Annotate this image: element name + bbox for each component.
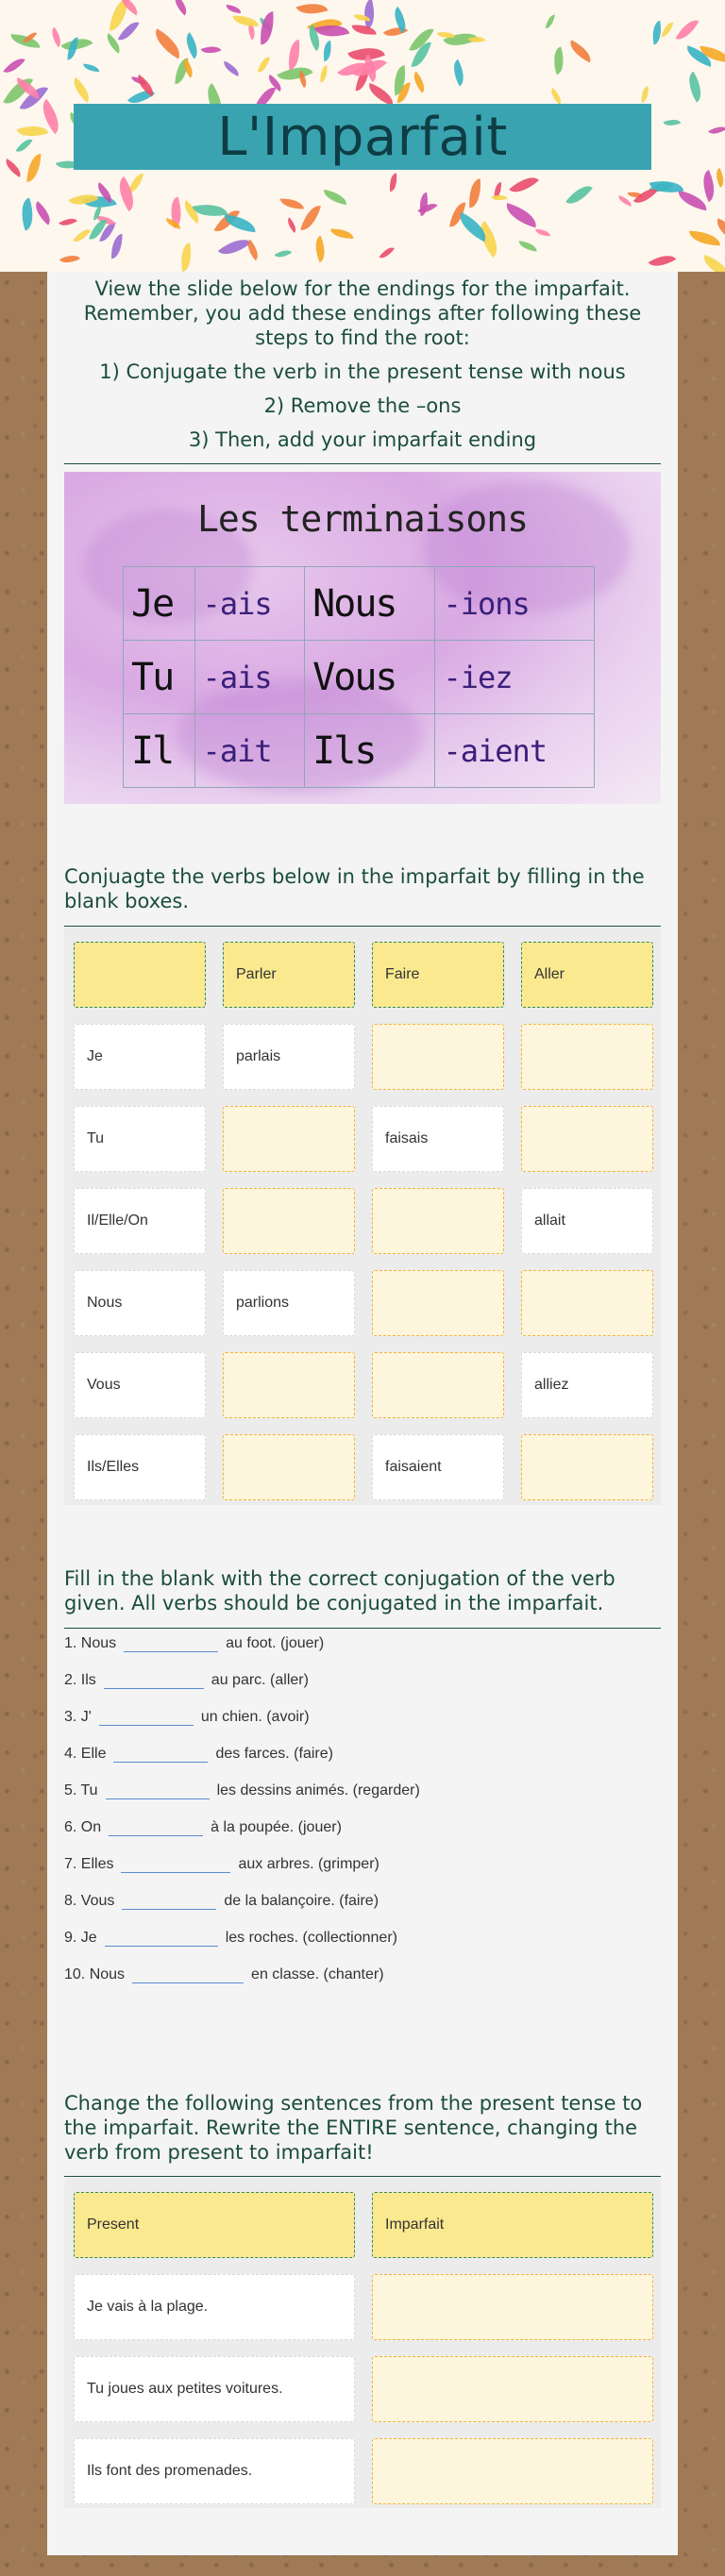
conjugation-given-cell: allait [521, 1188, 653, 1254]
fill-blank-input[interactable] [99, 1709, 194, 1726]
endings-row [124, 641, 595, 714]
present-sentence-cell: Ils font des promenades. [74, 2438, 355, 2504]
conjugation-answer-box[interactable] [372, 1270, 504, 1336]
leaf-decoration [69, 188, 99, 211]
intro-step-2: 2) Remove the –ons [263, 394, 462, 417]
conjugation-answer-box[interactable] [521, 1024, 653, 1090]
leaf-decoration [330, 228, 354, 240]
conjugation-answer-box[interactable] [223, 1106, 355, 1172]
conjugation-grid [64, 928, 661, 1505]
fill-item [64, 1893, 379, 1912]
imparfait-answer-box[interactable] [372, 2356, 653, 2422]
intro-text: View the slide below for the endings for the imparfait. Remember, you add these endings after following these steps to find the root: [83, 277, 642, 349]
fill-item [64, 1746, 333, 1765]
leaf-decoration [517, 241, 537, 252]
column-header [74, 942, 206, 1008]
fill-item-subject: 3. J' [64, 1709, 92, 1725]
leaf-decoration [641, 87, 649, 103]
leaf-decoration [83, 64, 99, 73]
fill-blank-input[interactable] [132, 1966, 244, 1983]
conjugation-given-cell: faisaient [372, 1434, 504, 1500]
leaf-decoration [285, 40, 302, 70]
column-header: Present [74, 2192, 355, 2258]
fill-blank-input[interactable] [122, 1893, 216, 1910]
leaf-decoration [218, 232, 251, 262]
leaf-decoration [171, 0, 192, 15]
conjugation-answer-box[interactable] [372, 1024, 504, 1090]
fill-item-subject: 2. Ils [64, 1672, 96, 1688]
leaf-decoration [352, 24, 377, 37]
intro-step-3: 3) Then, add your imparfait ending [188, 428, 537, 451]
leaf-decoration [321, 41, 333, 62]
leaf-decoration [16, 198, 39, 230]
pronoun-cell: Il/Elle/On [74, 1188, 206, 1254]
leaf-decoration [16, 120, 48, 142]
leaf-decoration [409, 71, 430, 92]
pronoun-cell: Je [74, 1024, 206, 1090]
leaf-decoration [111, 234, 123, 259]
leaf-decoration [200, 42, 221, 57]
conjugation-given-cell: parlions [223, 1270, 355, 1336]
column-header: Faire [372, 942, 504, 1008]
fill-list [64, 1635, 661, 2013]
column-header: Aller [521, 942, 653, 1008]
fill-item-rest: aux arbres. (grimper) [238, 1856, 379, 1872]
leaf-decoration [226, 5, 242, 13]
leaf-decoration [662, 20, 674, 39]
intro-step-1: 1) Conjugate the verb in the present tense with nous [99, 360, 626, 383]
fill-item-subject: 8. Vous [64, 1893, 115, 1909]
leaf-decoration [68, 77, 94, 103]
column-header: Parler [223, 942, 355, 1008]
leaf-decoration [689, 231, 720, 246]
fill-blank-input[interactable] [106, 1782, 210, 1799]
header-banner [0, 0, 725, 272]
fill-blank-input[interactable] [113, 1746, 208, 1763]
fill-item [64, 1966, 384, 1985]
leaf-decoration [274, 246, 292, 261]
rewrite-heading: Change the following sentences from the present tense to the imparfait. Rewrite the ENTIRE sentence, changing the verb from present to imparfait! [64, 2092, 643, 2164]
leaf-decoration [311, 235, 330, 262]
imparfait-answer-box[interactable] [372, 2438, 653, 2504]
fill-item-rest: des farces. (faire) [215, 1746, 333, 1762]
fill-item [64, 1709, 310, 1728]
leaf-decoration [548, 88, 565, 106]
fill-item-subject: 9. Je [64, 1930, 97, 1946]
fill-item [64, 1930, 397, 1949]
conjugation-answer-box[interactable] [521, 1434, 653, 1500]
pronoun-cell: Vous [305, 641, 435, 714]
leaf-decoration [323, 190, 349, 205]
pronoun-cell: Vous [74, 1352, 206, 1418]
fill-item-rest: à la poupée. (jouer) [211, 1819, 342, 1835]
leaf-decoration [177, 243, 194, 272]
leaf-decoration [503, 204, 540, 228]
leaf-decoration [221, 60, 242, 76]
fill-blank-input[interactable] [105, 1930, 218, 1947]
fill-item-rest: au parc. (aller) [211, 1672, 309, 1688]
pronoun-cell: Tu [124, 641, 195, 714]
ending-cell: -iez [435, 641, 595, 714]
pronoun-cell: Nous [74, 1270, 206, 1336]
endings-table [123, 566, 595, 788]
page-title: L'Imparfait [217, 106, 508, 168]
leaf-decoration [448, 59, 470, 86]
leaf-decoration [2, 159, 25, 178]
pronoun-cell: Tu [74, 1106, 206, 1172]
leaf-decoration [683, 71, 709, 102]
fill-blank-input[interactable] [109, 1819, 203, 1836]
leaf-decoration [648, 249, 675, 272]
leaf-decoration [319, 65, 328, 83]
fill-item [64, 1856, 379, 1875]
fill-item-rest: au foot. (jouer) [226, 1635, 325, 1651]
leaf-decoration [535, 229, 550, 237]
fill-item-subject: 7. Elles [64, 1856, 114, 1872]
fill-blank-input[interactable] [124, 1635, 218, 1652]
endings-slide [64, 472, 661, 804]
fill-item-subject: 1. Nous [64, 1635, 117, 1651]
leaf-decoration [675, 191, 708, 211]
leaf-decoration [467, 179, 482, 209]
leaf-decoration [149, 28, 186, 59]
endings-row [124, 714, 595, 788]
fill-item-rest: en classe. (chanter) [251, 1966, 384, 1982]
conjugation-given-cell: parlais [223, 1024, 355, 1090]
ending-cell: -ais [194, 641, 305, 714]
pronoun-cell: Il [124, 714, 195, 788]
ending-cell: -ions [435, 567, 595, 641]
fill-blank-input[interactable] [104, 1672, 204, 1689]
pronoun-cell: Ils/Elles [74, 1434, 206, 1500]
present-sentence-cell: Je vais à la plage. [74, 2274, 355, 2340]
fill-item-rest: les dessins animés. (regarder) [216, 1782, 420, 1798]
leaf-decoration [180, 31, 204, 59]
fill-item-subject: 5. Tu [64, 1782, 98, 1798]
fill-item-subject: 6. On [64, 1819, 102, 1835]
ending-cell: -aient [435, 714, 595, 788]
fill-item-subject: 4. Elle [64, 1746, 107, 1762]
leaf-decoration [566, 180, 593, 210]
leaf-decoration [566, 40, 596, 62]
intro-instructions [64, 272, 661, 452]
conjugation-answer-box[interactable] [521, 1106, 653, 1172]
leaf-decoration [546, 13, 555, 29]
worksheet-panel [47, 272, 678, 2555]
slide-title: Les terminaisons [196, 498, 529, 540]
leaf-decoration [224, 214, 257, 232]
leaf-decoration [3, 53, 25, 77]
leaf-decoration [16, 137, 32, 156]
ending-cell: -ais [194, 567, 305, 641]
fill-item [64, 1782, 420, 1801]
conjugation-given-cell: alliez [521, 1352, 653, 1418]
leaf-decoration [663, 116, 681, 129]
leaf-decoration [708, 123, 725, 138]
leaf-decoration [59, 214, 77, 229]
leaf-decoration [700, 255, 725, 272]
imparfait-answer-box[interactable] [372, 2274, 653, 2340]
leaf-decoration [675, 15, 699, 44]
leaf-decoration [67, 37, 77, 59]
conjugation-divider [64, 926, 661, 927]
leaf-decoration [59, 251, 80, 267]
conjugation-given-cell: faisais [372, 1106, 504, 1172]
conjugation-answer-box[interactable] [223, 1352, 355, 1418]
leaf-decoration [258, 56, 270, 75]
leaf-decoration [73, 226, 91, 245]
conjugation-heading: Conjuagte the verbs below in the imparfait by filling in the blank boxes. [64, 865, 645, 912]
fill-item-rest: un chien. (avoir) [200, 1709, 310, 1725]
fill-item [64, 1819, 342, 1838]
leaf-decoration [388, 174, 398, 192]
pronoun-cell: Ils [305, 714, 435, 788]
pronoun-cell: Je [124, 567, 195, 641]
conjugation-answer-box[interactable] [223, 1188, 355, 1254]
leaf-decoration [379, 244, 396, 262]
title-bar [74, 104, 651, 170]
leaf-decoration [233, 14, 259, 26]
leaf-decoration [30, 202, 56, 226]
endings-row [124, 567, 595, 641]
leaf-decoration [280, 198, 304, 209]
fill-item-subject: 10. Nous [64, 1966, 126, 1982]
conjugation-answer-box[interactable] [521, 1270, 653, 1336]
present-sentence-cell: Tu joues aux petites voitures. [74, 2356, 355, 2422]
leaf-decoration [509, 171, 538, 199]
rewrite-grid [64, 2178, 661, 2508]
ending-cell: -ait [194, 714, 305, 788]
leaf-decoration [27, 153, 42, 181]
leaf-decoration [364, 82, 396, 105]
leaf-decoration [616, 195, 633, 207]
fill-item-rest: les roches. (collectionner) [225, 1930, 397, 1946]
fill-item-rest: de la balançoire. (faire) [224, 1893, 379, 1909]
fill-item [64, 1635, 324, 1654]
fill-item [64, 1672, 309, 1691]
intro-divider [64, 463, 661, 464]
pronoun-cell: Nous [305, 567, 435, 641]
conjugation-answer-box[interactable] [372, 1188, 504, 1254]
leaf-decoration [284, 218, 299, 234]
fill-divider [64, 1628, 661, 1629]
column-header: Imparfait [372, 2192, 653, 2258]
leaf-decoration [296, 0, 329, 20]
conjugation-answer-box[interactable] [223, 1434, 355, 1500]
fill-blank-input[interactable] [121, 1856, 230, 1873]
leaf-decoration [548, 47, 567, 75]
conjugation-answer-box[interactable] [372, 1352, 504, 1418]
rewrite-divider [64, 2176, 661, 2177]
fill-heading: Fill in the blank with the correct conjugation of the verb given. All verbs should be conjugated in the imparfait. [64, 1567, 615, 1614]
